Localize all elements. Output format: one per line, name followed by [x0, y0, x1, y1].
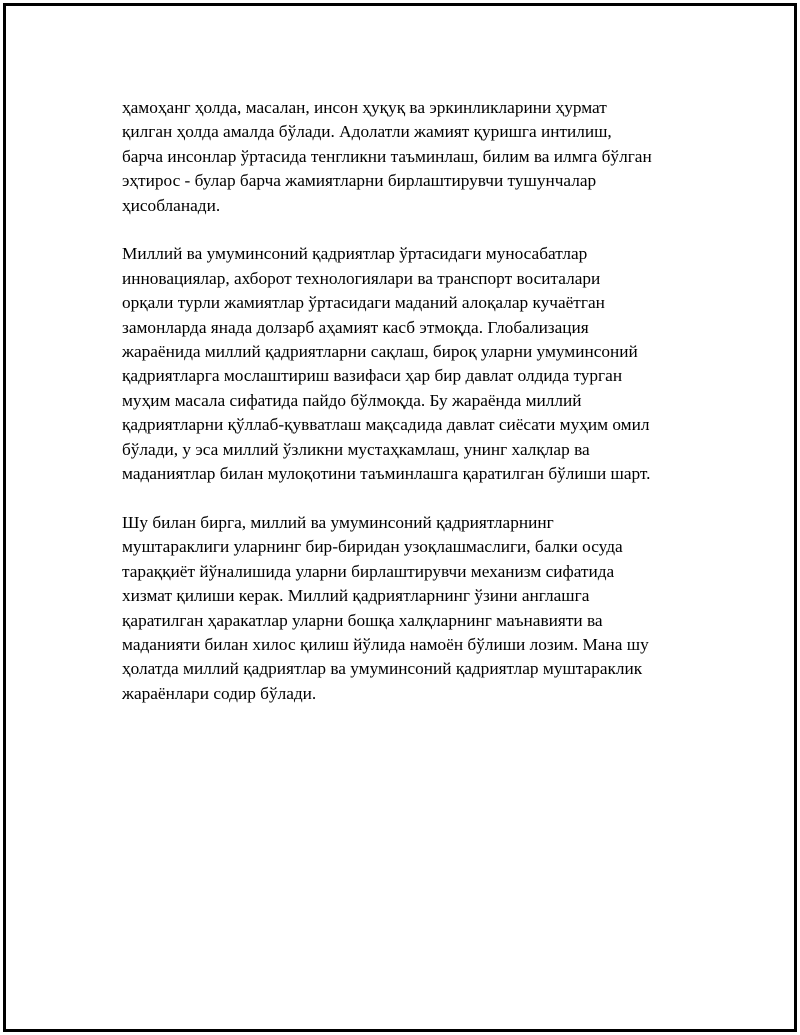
page-frame: [3, 3, 797, 1032]
text-line: ҳамоҳанг ҳолда, масалан, инсон ҳуқуқ ва эркинликларини ҳурмат: [122, 98, 607, 117]
document-body: [122, 96, 722, 731]
text-line: тараққиёт йўналишида уларни бирлаштирувчи механизм сифатида: [122, 561, 615, 581]
text-line: муштараклиги уларнинг бир-биридан узоқлашмаслиги, балки осуда: [122, 537, 623, 557]
paragraph-2: [122, 242, 722, 486]
text-line: қадриятларни қўллаб-қувватлаш мақсадида давлат сиёсати муҳим омил: [122, 415, 650, 435]
paragraph-1: [122, 96, 722, 218]
text-line: маданиятлар билан мулоқотини таъминлашга қаратилган бўлиши шарт.: [122, 464, 651, 484]
text-line: қилган ҳолда амалда бўлади. Адолатли жамият қуришга интилиш,: [122, 122, 612, 142]
text-line: муҳим масала сифатида пайдо бўлмоқда. Бу жараёнда миллий: [122, 390, 582, 410]
text-line: Шу билан бирга, миллий ва умуминсоний қадриятларнинг: [122, 512, 554, 532]
text-line: ҳолатда миллий қадриятлар ва умуминсоний қадриятлар муштараклик: [122, 659, 643, 679]
text-line: қаратилган ҳаракатлар уларни бошқа халқларнинг маънавияти ва: [122, 610, 603, 630]
paragraph-3: [122, 511, 722, 706]
text-line: жараёнида миллий қадриятларни сақлаш, бироқ уларни умуминсоний: [122, 342, 638, 362]
text-line: қадриятларга мослаштириш вазифаси ҳар бир давлат олдида турган: [122, 366, 623, 386]
text-line: орқали турли жамиятлар ўртасидаги маданий алоқалар кучаётган: [122, 293, 605, 313]
text-line: барча инсонлар ўртасида тенгликни таъминлаш, билим ва илмга бўлган: [122, 146, 652, 166]
text-line: хизмат қилиши керак. Миллий қадриятларнинг ўзини англашга: [122, 586, 590, 606]
text-line: замонларда янада долзарб аҳамият касб этмоқда. Глобализация: [122, 317, 589, 337]
text-line: инновациялар, ахборот технологиялари ва транспорт воситалари: [122, 268, 601, 288]
text-line: бўлади, у эса миллий ўзликни мустаҳкамлаш, унинг халқлар ва: [122, 439, 590, 459]
text-line: маданияти билан хилос қилиш йўлида намоён бўлиши лозим. Мана шу: [122, 634, 649, 654]
text-line: ҳисобланади.: [122, 195, 221, 215]
text-line: эҳтирос - булар барча жамиятларни бирлаштирувчи тушунчалар: [122, 171, 597, 191]
text-line: жараёнлари содир бўлади.: [122, 683, 317, 703]
text-line: Миллий ва умуминсоний қадриятлар ўртасидаги муносабатлар: [122, 244, 588, 264]
